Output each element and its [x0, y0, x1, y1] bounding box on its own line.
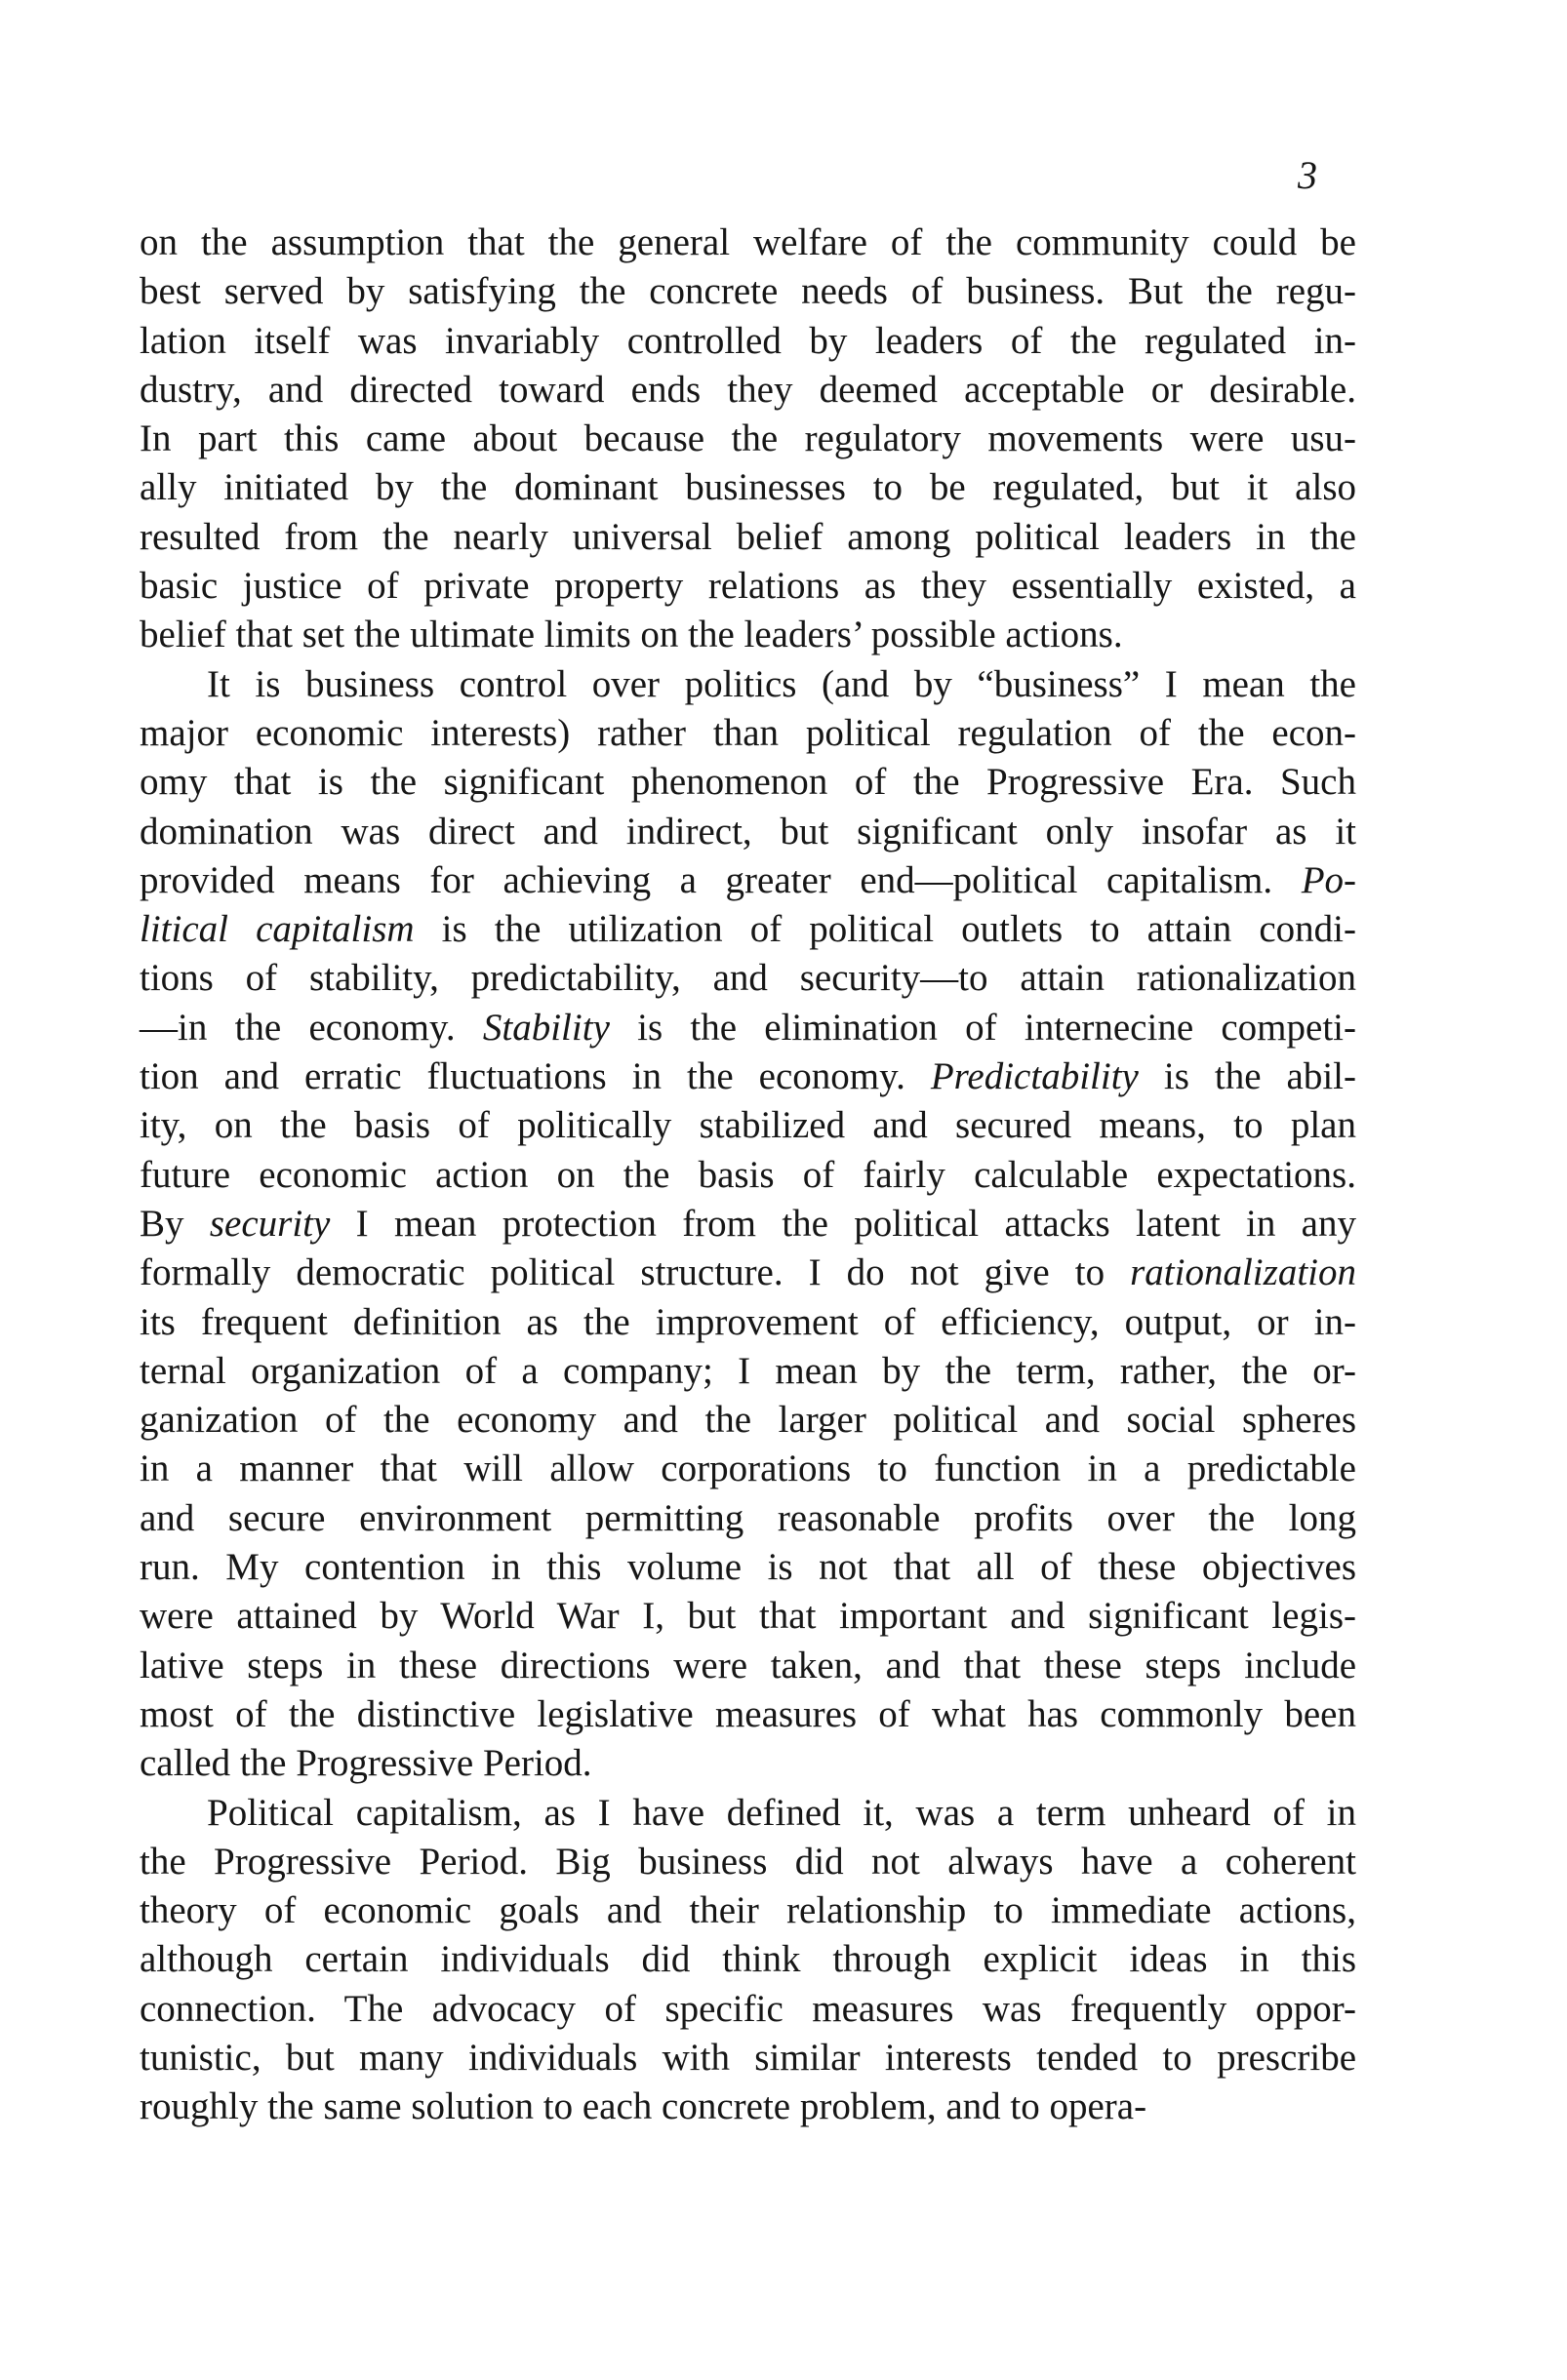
text-line	[140, 1101, 1356, 1150]
text-segment: is the abil-	[1138, 1055, 1356, 1098]
text-segment: —in the economy.	[140, 1006, 483, 1049]
text-line	[140, 709, 1356, 758]
text-segment: Political capitalism, as I have defined it, was a term unheard of in	[207, 1791, 1356, 1834]
text-line	[140, 366, 1356, 415]
text-line	[140, 1690, 1356, 1739]
text-line	[140, 1298, 1356, 1347]
text-segment: tunistic, but many individuals with similar interests tended to prescribe	[140, 2036, 1356, 2079]
text-segment: is the elimination of internecine competi-	[609, 1006, 1356, 1049]
italic-text: rationalization	[1130, 1251, 1356, 1294]
italic-text: Po-	[1301, 858, 1356, 901]
text-line	[140, 954, 1356, 1003]
text-line	[140, 1592, 1356, 1641]
text-segment: ally initiated by the dominant businesses to be regulated, but it also	[140, 466, 1356, 509]
text-line	[140, 905, 1356, 954]
text-line	[140, 415, 1356, 463]
text-line	[140, 1739, 1356, 1788]
italic-text: Predictability	[930, 1055, 1139, 1098]
text-segment: ganization of the economy and the larger political and social spheres	[140, 1399, 1356, 1442]
text-segment: By	[140, 1202, 210, 1245]
text-segment: although certain individuals did think through explicit ideas in this	[140, 1938, 1356, 1981]
text-line	[140, 1004, 1356, 1052]
text-segment: belief that set the ultimate limits on the leaders’ possible actions.	[140, 614, 1123, 656]
text-line	[140, 513, 1356, 562]
text-segment: best served by satisfying the concrete needs of business. But the regu-	[140, 270, 1356, 313]
text-segment: dustry, and directed toward ends they deemed acceptable or desirable.	[140, 368, 1356, 411]
text-line	[140, 808, 1356, 856]
body-text	[140, 218, 1356, 2132]
text-line	[140, 1935, 1356, 1984]
text-segment: is the utilization of political outlets to attain condi-	[414, 908, 1357, 951]
text-segment: called the Progressive Period.	[140, 1742, 592, 1785]
paragraph	[140, 1789, 1356, 2132]
text-line	[140, 758, 1356, 807]
text-line	[140, 463, 1356, 512]
text-line	[140, 1838, 1356, 1886]
text-segment: major economic interests) rather than political regulation of the econ-	[140, 711, 1356, 754]
text-segment: lation itself was invariably controlled by leaders of the regulated in-	[140, 319, 1356, 362]
paragraph	[140, 660, 1356, 1789]
italic-text: security	[209, 1202, 331, 1245]
text-segment: provided means for achieving a greater end—political capitalism.	[140, 858, 1302, 901]
text-line	[140, 1985, 1356, 2034]
text-line	[140, 2082, 1356, 2131]
text-segment: were attained by World War I, but that important and significant legis-	[140, 1595, 1356, 1638]
text-line	[140, 1886, 1356, 1935]
text-line	[140, 1347, 1356, 1396]
text-segment: lative steps in these directions were taken, and that these steps include	[140, 1644, 1356, 1686]
text-line	[140, 1249, 1356, 1297]
text-segment: resulted from the nearly universal belief among political leaders in the	[140, 515, 1356, 558]
text-segment: tion and erratic fluctuations in the economy.	[140, 1055, 931, 1098]
text-line	[140, 660, 1356, 709]
text-segment: theory of economic goals and their relationship to immediate actions,	[140, 1889, 1356, 1932]
text-segment: connection. The advocacy of specific measures was frequently oppor-	[140, 1987, 1356, 2030]
text-segment: tions of stability, predictability, and security—to attain rationalization	[140, 957, 1356, 1000]
text-segment: future economic action on the basis of fairly calculable expectations.	[140, 1153, 1356, 1196]
text-segment: and secure environment permitting reasonable profits over the long	[140, 1496, 1356, 1539]
text-segment: domination was direct and indirect, but significant only insofar as it	[140, 810, 1356, 853]
text-line	[140, 1396, 1356, 1445]
text-line	[140, 1543, 1356, 1592]
text-segment: most of the distinctive legislative measures of what has commonly been	[140, 1692, 1356, 1735]
text-line	[140, 1494, 1356, 1543]
text-segment: omy that is the significant phenomenon of the Progressive Era. Such	[140, 761, 1356, 804]
text-line	[140, 562, 1356, 611]
text-segment: run. My contention in this volume is not that all of these objectives	[140, 1546, 1356, 1589]
italic-text: Stability	[482, 1006, 610, 1049]
text-line	[140, 1789, 1356, 1838]
text-segment: ternal organization of a company; I mean by the term, rather, the or-	[140, 1349, 1356, 1392]
text-line	[140, 856, 1356, 905]
text-segment: the Progressive Period. Big business did not always have a coherent	[140, 1840, 1356, 1883]
text-line	[140, 2034, 1356, 2082]
text-segment: in a manner that will allow corporations to function in a predictable	[140, 1448, 1356, 1490]
text-segment: formally democratic political structure. I do not give to	[140, 1251, 1131, 1294]
text-line	[140, 267, 1356, 316]
text-segment: It is business control over politics (and by “business” I mean the	[207, 662, 1356, 705]
text-line	[140, 1200, 1356, 1249]
text-line	[140, 1151, 1356, 1200]
text-line	[140, 218, 1356, 267]
text-segment: its frequent definition as the improvement of efficiency, output, or in-	[140, 1300, 1356, 1343]
italic-text: litical capitalism	[140, 908, 415, 951]
text-line	[140, 1052, 1356, 1101]
text-line	[140, 317, 1356, 366]
paragraph	[140, 218, 1356, 660]
text-line	[140, 1445, 1356, 1493]
text-segment: on the assumption that the general welfare of the community could be	[140, 221, 1356, 263]
text-line	[140, 611, 1356, 659]
text-segment: In part this came about because the regulatory movements were usu-	[140, 417, 1356, 460]
text-segment: roughly the same solution to each concrete problem, and to opera-	[140, 2085, 1147, 2128]
page-number: 3	[1298, 153, 1317, 197]
text-segment: I mean protection from the political attacks latent in any	[330, 1202, 1356, 1245]
text-line	[140, 1642, 1356, 1690]
text-segment: ity, on the basis of politically stabilized and secured means, to plan	[140, 1104, 1356, 1147]
text-segment: basic justice of private property relations as they essentially existed, a	[140, 565, 1356, 608]
